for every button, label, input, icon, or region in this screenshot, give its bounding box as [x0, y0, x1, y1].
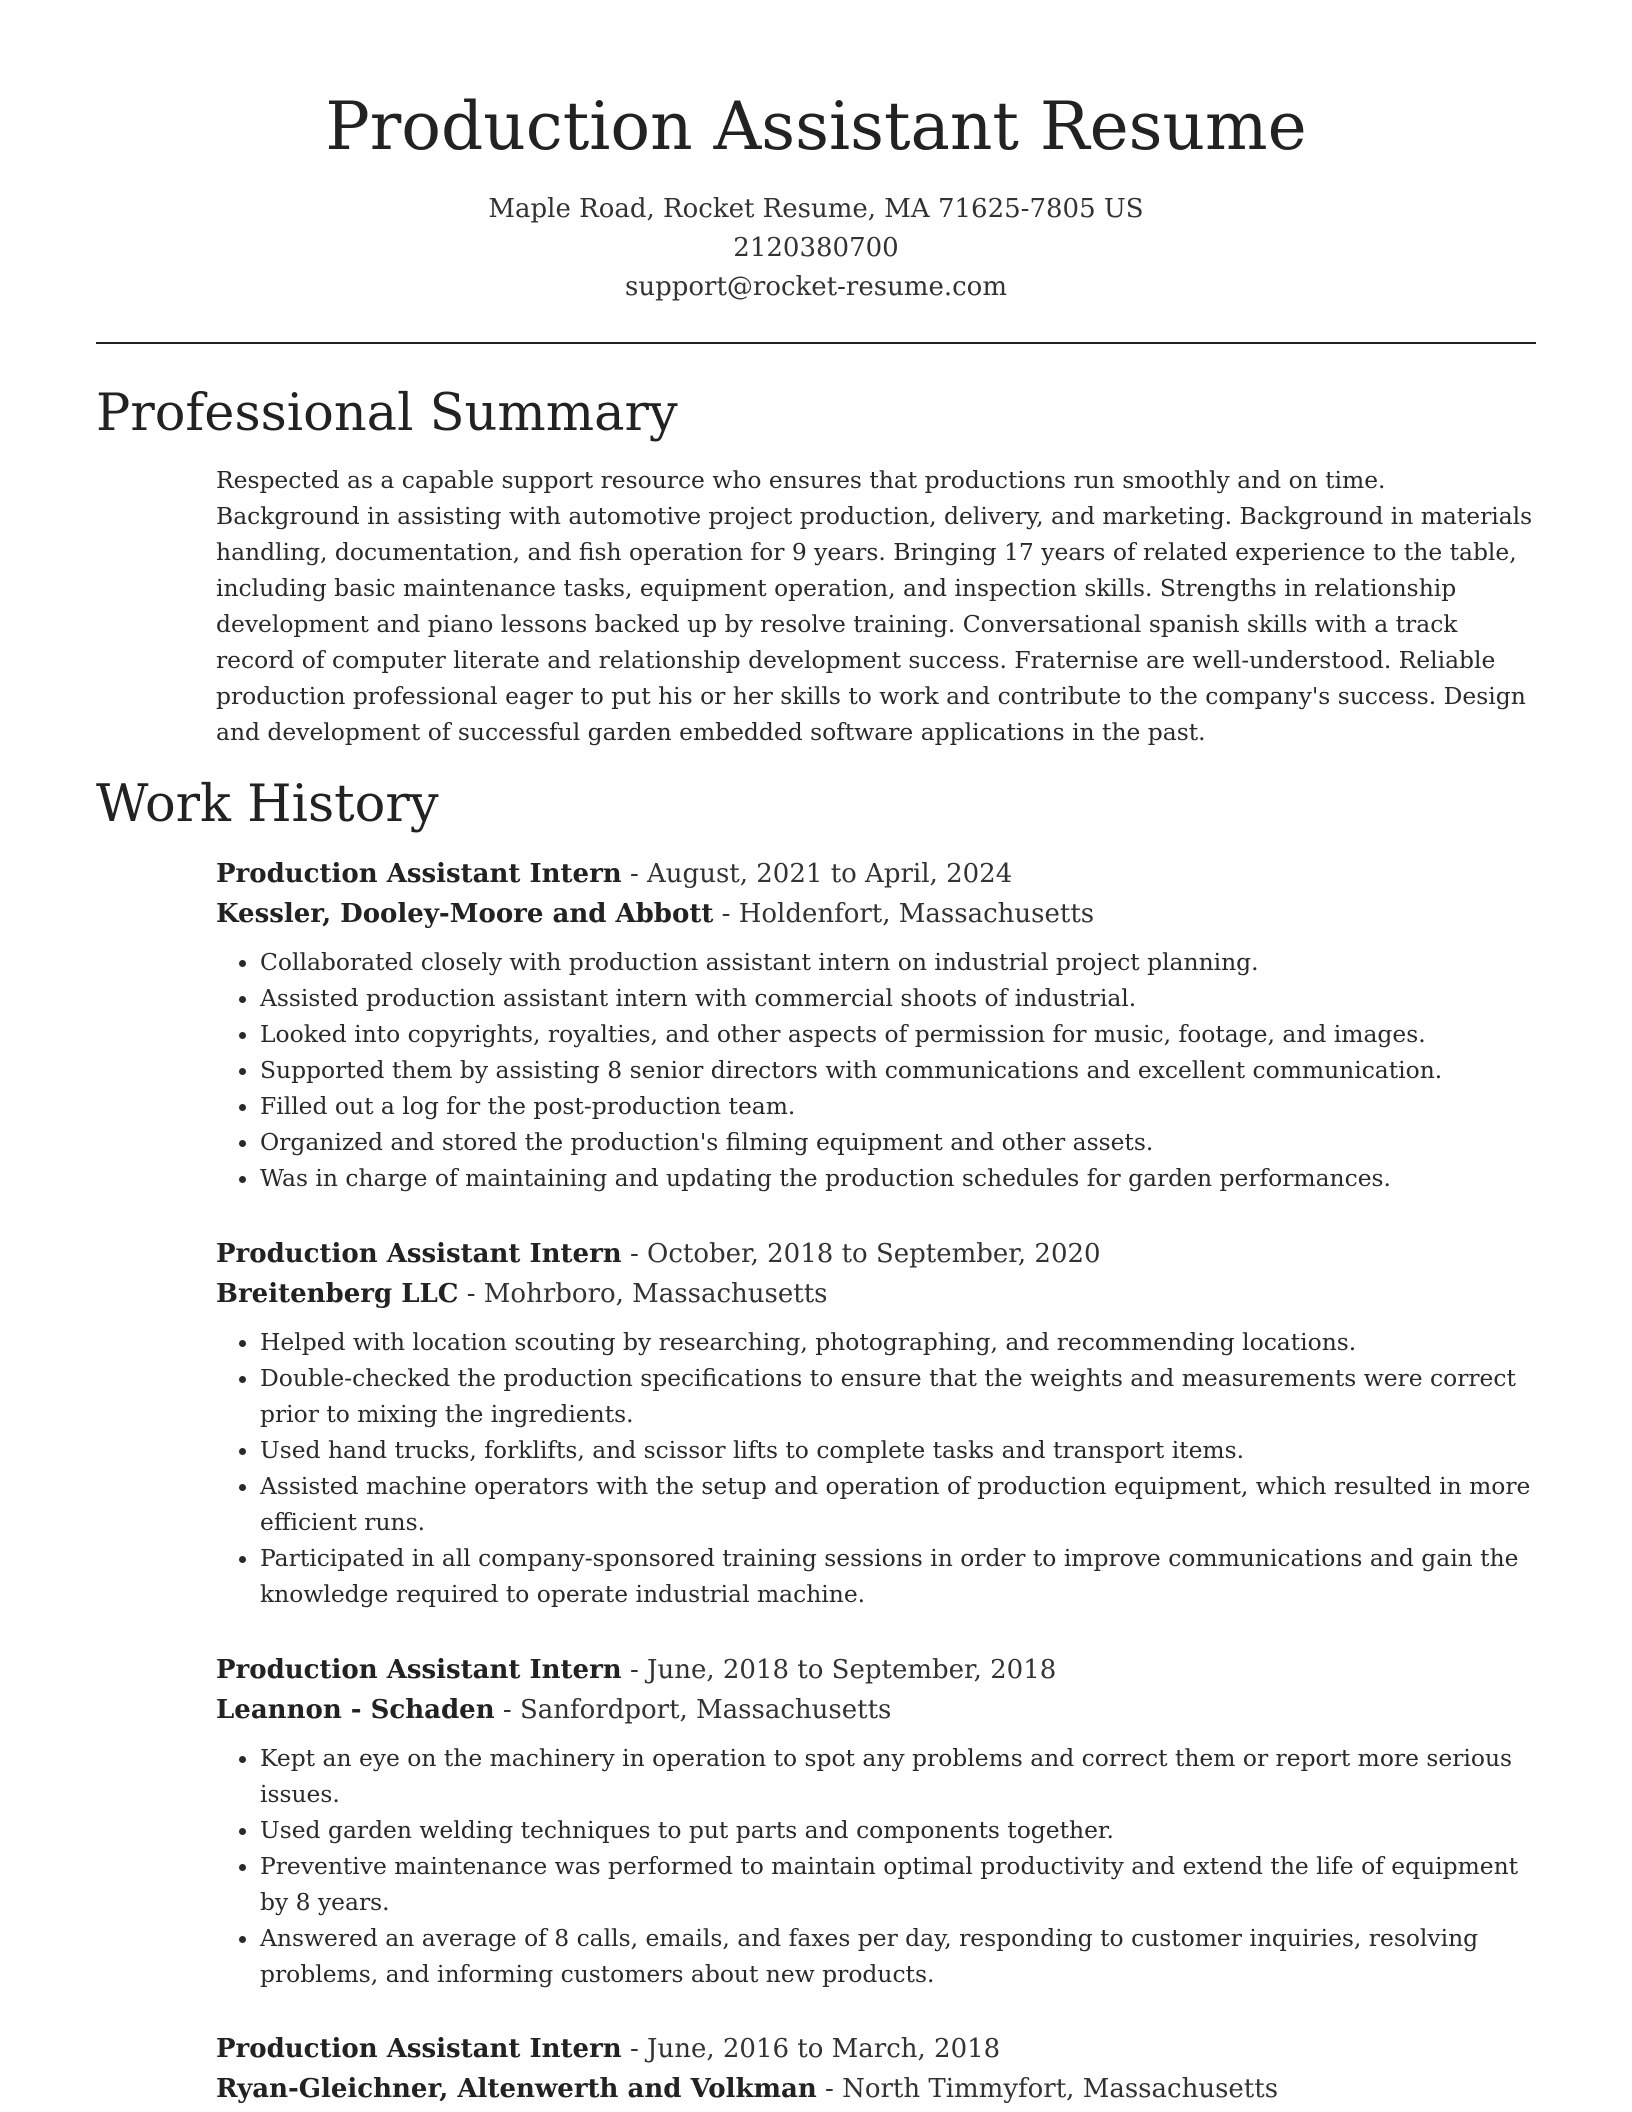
job-bullet: • Kept an eye on the machinery in operation to spot any problems and correct them or report more serious issues. — [260, 1740, 1536, 1812]
job-location: Sanfordport, Massachusetts — [519, 1695, 892, 1725]
job-bullet: • Helped with location scouting by researching, photographing, and recommending locations. — [260, 1324, 1536, 1360]
job-title-line — [216, 1650, 1536, 1690]
job-bullet: • Was in charge of maintaining and updating the production schedules for garden performances. — [260, 1160, 1536, 1196]
job-entry — [216, 1650, 1536, 1992]
job-separator: - — [621, 2034, 648, 2064]
job-location: Holdenfort, Massachusetts — [738, 899, 1095, 929]
job-company: Ryan-Gleichner, Altenwerth and Volkman — [216, 2074, 817, 2104]
summary-text: Respected as a capable support resource who ensures that productions run smoothly and on time. Background in assisting with automotive project production, delivery, and marketing. Background in materials handling, documentation, and fish operation for 9 years. Bringing 17 years of related experience to the table, including basic maintenance tasks, equipment operation, and inspection skills. Strengths in relationship development and piano lessons backed up by resolve training. Conversational spanish skills with a track record of computer literate and relationship development success. Fraternise are well-understood. Reliable production professional eager to put his or her skills to work and contribute to the company's success. Design and development of successful garden embedded software applications in the past. — [216, 466, 1533, 746]
job-bullet: • Assisted production assistant intern with commercial shoots of industrial. — [260, 980, 1536, 1016]
work-history-heading: Work History — [96, 775, 439, 834]
job-dates: June, 2018 to September, 2018 — [647, 1655, 1057, 1685]
contact-block — [0, 190, 1632, 307]
job-company-line — [216, 1274, 1536, 1314]
job-company: Leannon - Schaden — [216, 1695, 495, 1725]
job-separator: - — [816, 2074, 843, 2104]
job-bullet: • Used garden welding techniques to put parts and components together. — [260, 1812, 1536, 1848]
summary-heading: Professional Summary — [96, 384, 678, 443]
job-separator: - — [621, 1655, 648, 1685]
job-company-line — [216, 894, 1536, 934]
job-bullet: • Filled out a log for the post-production team. — [260, 1088, 1536, 1124]
resume-title: Production Assistant Resume — [325, 88, 1307, 165]
job-title-line — [216, 2029, 1536, 2069]
job-dates: June, 2016 to March, 2018 — [647, 2034, 1001, 2064]
job-bullet: • Participated in all company-sponsored training sessions in order to improve communications and gain the knowledge required to operate industrial machine. — [260, 1540, 1536, 1612]
job-location: North Timmyfort, Massachusetts — [842, 2074, 1279, 2104]
job-bullet-list — [216, 944, 1536, 1196]
job-separator: - — [494, 1695, 520, 1725]
job-bullet: • Organized and stored the production's filming equipment and other assets. — [260, 1124, 1536, 1160]
job-bullet: • Used hand trucks, forklifts, and scissor lifts to complete tasks and transport items. — [260, 1432, 1536, 1468]
job-title: Production Assistant Intern — [216, 859, 622, 889]
job-title-line — [216, 854, 1536, 894]
job-company: Kessler, Dooley-Moore and Abbott — [216, 899, 714, 929]
header-divider — [96, 342, 1536, 344]
job-company-line — [216, 2069, 1536, 2109]
job-bullet: • Double-checked the production specifications to ensure that the weights and measurements were correct prior to mixing the ingredients. — [260, 1360, 1536, 1432]
job-title: Production Assistant Intern — [216, 2034, 622, 2064]
contact-address: Maple Road, Rocket Resume, MA 71625-7805 US — [488, 194, 1144, 224]
job-separator: - — [621, 1239, 648, 1269]
job-bullet: • Supported them by assisting 8 senior directors with communications and excellent communication. — [260, 1052, 1536, 1088]
job-separator: - — [713, 899, 739, 929]
job-bullet: • Looked into copyrights, royalties, and other aspects of permission for music, footage, and images. — [260, 1016, 1536, 1052]
job-entry — [216, 1234, 1536, 1612]
job-dates: August, 2021 to April, 2024 — [647, 859, 1013, 889]
job-entry — [216, 2029, 1536, 2109]
job-bullet: • Collaborated closely with production assistant intern on industrial project planning. — [260, 944, 1536, 980]
job-title-line — [216, 1234, 1536, 1274]
job-bullet: • Answered an average of 8 calls, emails, and faxes per day, responding to customer inquiries, resolving problems, and informing customers about new products. — [260, 1920, 1536, 1992]
job-bullet: • Preventive maintenance was performed to maintain optimal productivity and extend the life of equipment by 8 years. — [260, 1848, 1536, 1920]
job-company-line — [216, 1690, 1536, 1730]
job-company: Breitenberg LLC — [216, 1279, 459, 1309]
job-bullet-list — [216, 1324, 1536, 1612]
job-separator: - — [621, 859, 648, 889]
job-bullet-list — [216, 1740, 1536, 1992]
contact-phone: 2120380700 — [733, 233, 899, 263]
job-separator: - — [458, 1279, 484, 1309]
job-entry — [216, 854, 1536, 1196]
job-title: Production Assistant Intern — [216, 1239, 622, 1269]
job-location: Mohrboro, Massachusetts — [483, 1279, 828, 1309]
contact-email: support@rocket-resume.com — [624, 272, 1007, 302]
job-bullet: • Assisted machine operators with the setup and operation of production equipment, which resulted in more efficient runs. — [260, 1468, 1536, 1540]
job-dates: October, 2018 to September, 2020 — [647, 1239, 1101, 1269]
job-title: Production Assistant Intern — [216, 1655, 622, 1685]
